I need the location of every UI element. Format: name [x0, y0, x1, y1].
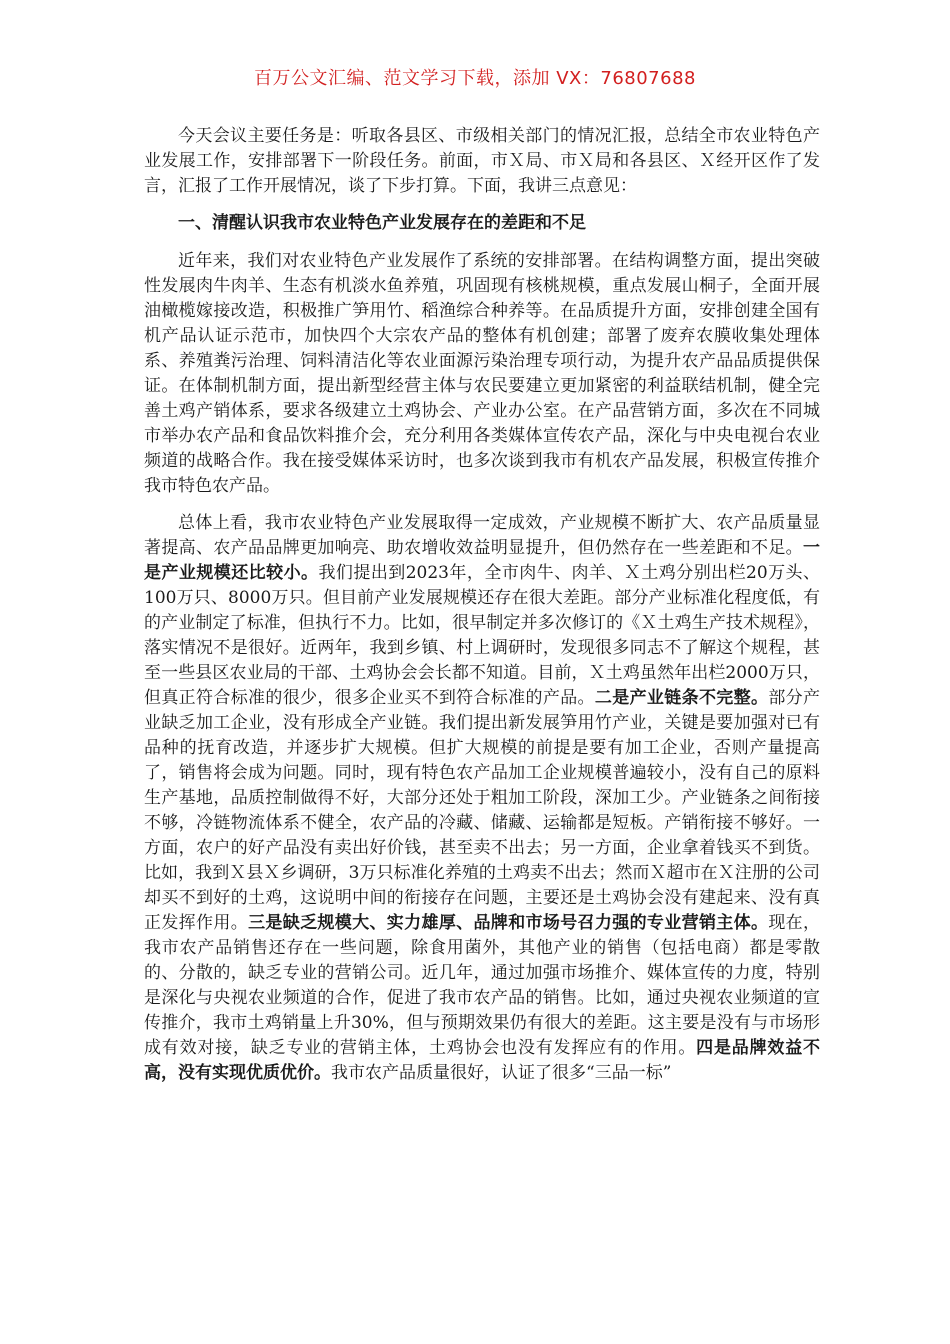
sentence-text: 部分产业缺乏加工企业，没有形成全产业链。我们提出新发展笋用竹产业，关键是要加强对已有品种的抚育改造，并逐步扩大规模。但扩大规模的前提是要有加工企业，否则产量提高了，销售将会成为问题。同时，现有特色农产品加工企业规模普遍较小，没有自己的原料生产基地，品质控制做得不好，大部分还处于粗加工阶段，深加工少。产业链条之间衔接不够，冷链物流体系不健全，农产品的冷藏、储藏、运输都是短板。产销衔接不够好。一方面，农户的好产品没有卖出好价钱，甚至卖不出去；另一方面，企业拿着钱买不到货。比如，我到Ｘ县Ｘ乡调研，3万只标准化养殖的土鸡卖不出去；然而Ｘ超市在Ｘ注册的公司却买不到好的土鸡，这说明中间的衔接存在问题，主要还是土鸡协会没有建起来、没有真正发挥作用。 [144, 688, 821, 933]
sentence-text: 现在，我市农产品销售还存在一些问题，除食用菌外，其他产业的销售（包括电商）都是零散的、分散的，缺乏专业的营销公司。近几年，通过加强市场推介、媒体宣传的力度，特别是深化与央视农业频道的合作，促进了我市农产品的销售。比如，通过央视农业频道的宣传推介，我市土鸡销量上升30%，但与预期效果仍有很大的差距。这主要是没有与市场形成有效对接，缺乏专业的营销主体，土鸡协会也没有发挥应有的作用。 [144, 913, 821, 1058]
paragraph-shortcomings [144, 511, 820, 1086]
intro-paragraph: 今天会议主要任务是：听取各县区、市级相关部门的情况汇报，总结全市农业特色产业发展工作，安排部署下一阶段任务。前面，市Ｘ局、市Ｘ局和各县区、Ｘ经开区作了发言，汇报了工作开展情况，谈了下步打算。下面，我讲三点意见： [144, 126, 820, 196]
sentence-text: 总体上看，我市农业特色产业发展取得一定成效，产业规模不断扩大、农产品质量显著提高、农产品品牌更加响亮、助农增收效益明显提升，但仍然存在一些差距和不足。 [144, 513, 820, 558]
sentence-text: 我市农产品质量很好，认证了很多“三品一标” [331, 1063, 672, 1083]
watermark-header: 百万公文汇编、范文学习下载，添加 VX：76807688 [254, 68, 696, 89]
point-four-title: 四是品牌效益不高，没有实现优质优价。 [144, 1038, 821, 1083]
sentence-text: 我们提出到2023年，全市肉牛、肉羊、Ｘ土鸡分别出栏20万头、100万只、8000万只。但目前产业发展规模还存在很大差距。部分产业标准化程度低，有的产业制定了标准，但执行不力。比如，很早制定并多次修订的《Ｘ土鸡生产技术规程》，落实情况不是很好。近两年，我到乡镇、村上调研时，发现很多同志不了解这个规程，甚至一些县区农业局的干部、土鸡协会会长都不知道。目前，Ｘ土鸡虽然年出栏2000万只，但真正符合标准的很少，很多企业买不到符合标准的产品。 [144, 563, 821, 708]
point-three-title: 三是缺乏规模大、实力雄厚、品牌和市场号召力强的专业营销主体。 [248, 913, 769, 933]
section-heading: 一、清醒认识我市农业特色产业发展存在的差距和不足 [178, 213, 586, 233]
paragraph-achievements: 近年来，我们对农业特色产业发展作了系统的安排部署。在结构调整方面，提出突破性发展肉牛肉羊、生态有机淡水鱼养殖，巩固现有核桃规模，重点发展山桐子，全面开展油橄榄嫁接改造，积极推广笋用竹、稻渔综合种养等。在品质提升方面，安排创建全国有机产品认证示范市，加快四个大宗农产品的整体有机创建；部署了废弃农膜收集处理体系、养殖粪污治理、饲料清洁化等农业面源污染治理专项行动，为提升农产品品质提供保证。在体制机制方面，提出新型经营主体与农民要建立更加紧密的利益联结机制，健全完善土鸡产销体系，要求各级建立土鸡协会、产业办公室。在产品营销方面，多次在不同城市举办农产品和食品饮料推介会，充分利用各类媒体宣传农产品，深化与中央电视台农业频道的战略合作。我在接受媒体采访时，也多次谈到我市有机农产品发展，积极宣传推介我市特色农产品。 [144, 251, 820, 496]
point-two-title: 二是产业链条不完整。 [594, 688, 769, 708]
document-body [144, 124, 820, 1086]
point-one-title: 一是产业规模还比较小。 [144, 538, 820, 583]
